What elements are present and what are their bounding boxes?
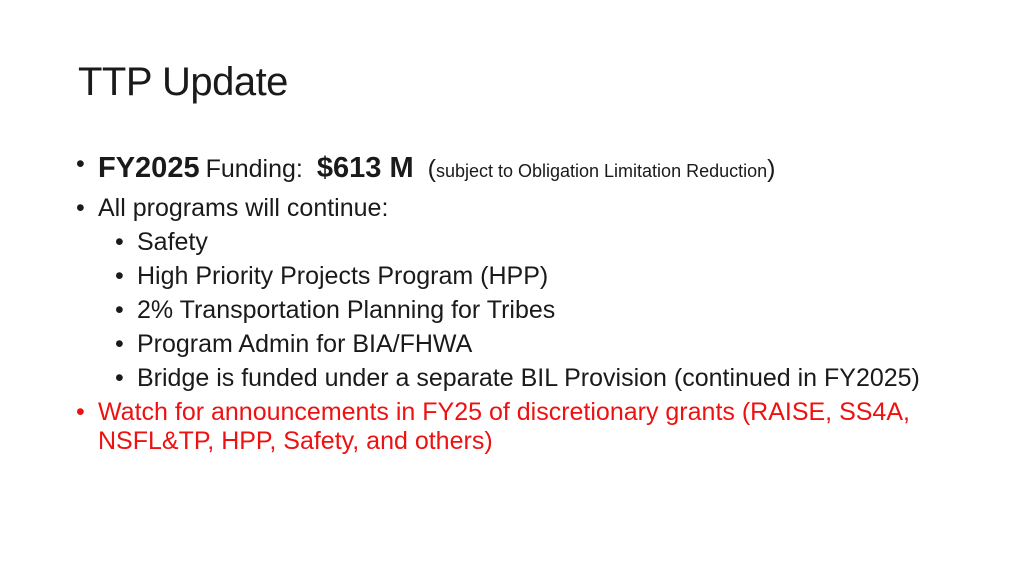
funding-paren-open: (: [427, 155, 436, 183]
program-item-text: 2% Transportation Planning for Tribes: [137, 296, 556, 324]
announcement-text: Watch for announcements in FY25 of discretionary grants (RAISE, SS4A, NSFL&TP, HPP, Safety, and others): [98, 398, 910, 455]
program-item-admin: [115, 330, 956, 359]
bullet-list: [76, 150, 956, 461]
funding-bullet: [76, 150, 956, 189]
bullet-marker: •: [76, 194, 85, 222]
slide-title: TTP Update: [78, 60, 288, 104]
funding-label: Funding:: [205, 155, 303, 183]
program-item-text: High Priority Projects Program (HPP): [137, 262, 549, 290]
program-item-bridge: [115, 364, 956, 393]
programs-intro-bullet: [76, 194, 956, 223]
funding-line: [98, 150, 956, 189]
bullet-marker: •: [115, 296, 124, 324]
program-item-planning: [115, 296, 956, 325]
bullet-marker: •: [115, 228, 124, 256]
program-item-text: Program Admin for BIA/FHWA: [137, 330, 473, 358]
funding-amount: $613 M: [316, 152, 414, 184]
bullet-marker: •: [115, 330, 124, 358]
program-item-text: Safety: [137, 228, 208, 256]
bullet-marker: •: [76, 150, 85, 178]
programs-intro-text: All programs will continue:: [98, 194, 389, 222]
bullet-marker: •: [76, 398, 85, 426]
bullet-marker: •: [115, 262, 124, 290]
funding-year: FY2025: [98, 152, 200, 184]
program-item-text: Bridge is funded under a separate BIL Provision (continued in FY2025): [137, 364, 920, 392]
program-item-safety: [115, 228, 956, 257]
funding-paren-close: ): [767, 155, 776, 183]
program-item-hpp: [115, 262, 956, 291]
bullet-marker: •: [115, 364, 124, 392]
announcement-bullet: [76, 398, 956, 456]
funding-note: subject to Obligation Limitation Reduction: [435, 161, 768, 181]
